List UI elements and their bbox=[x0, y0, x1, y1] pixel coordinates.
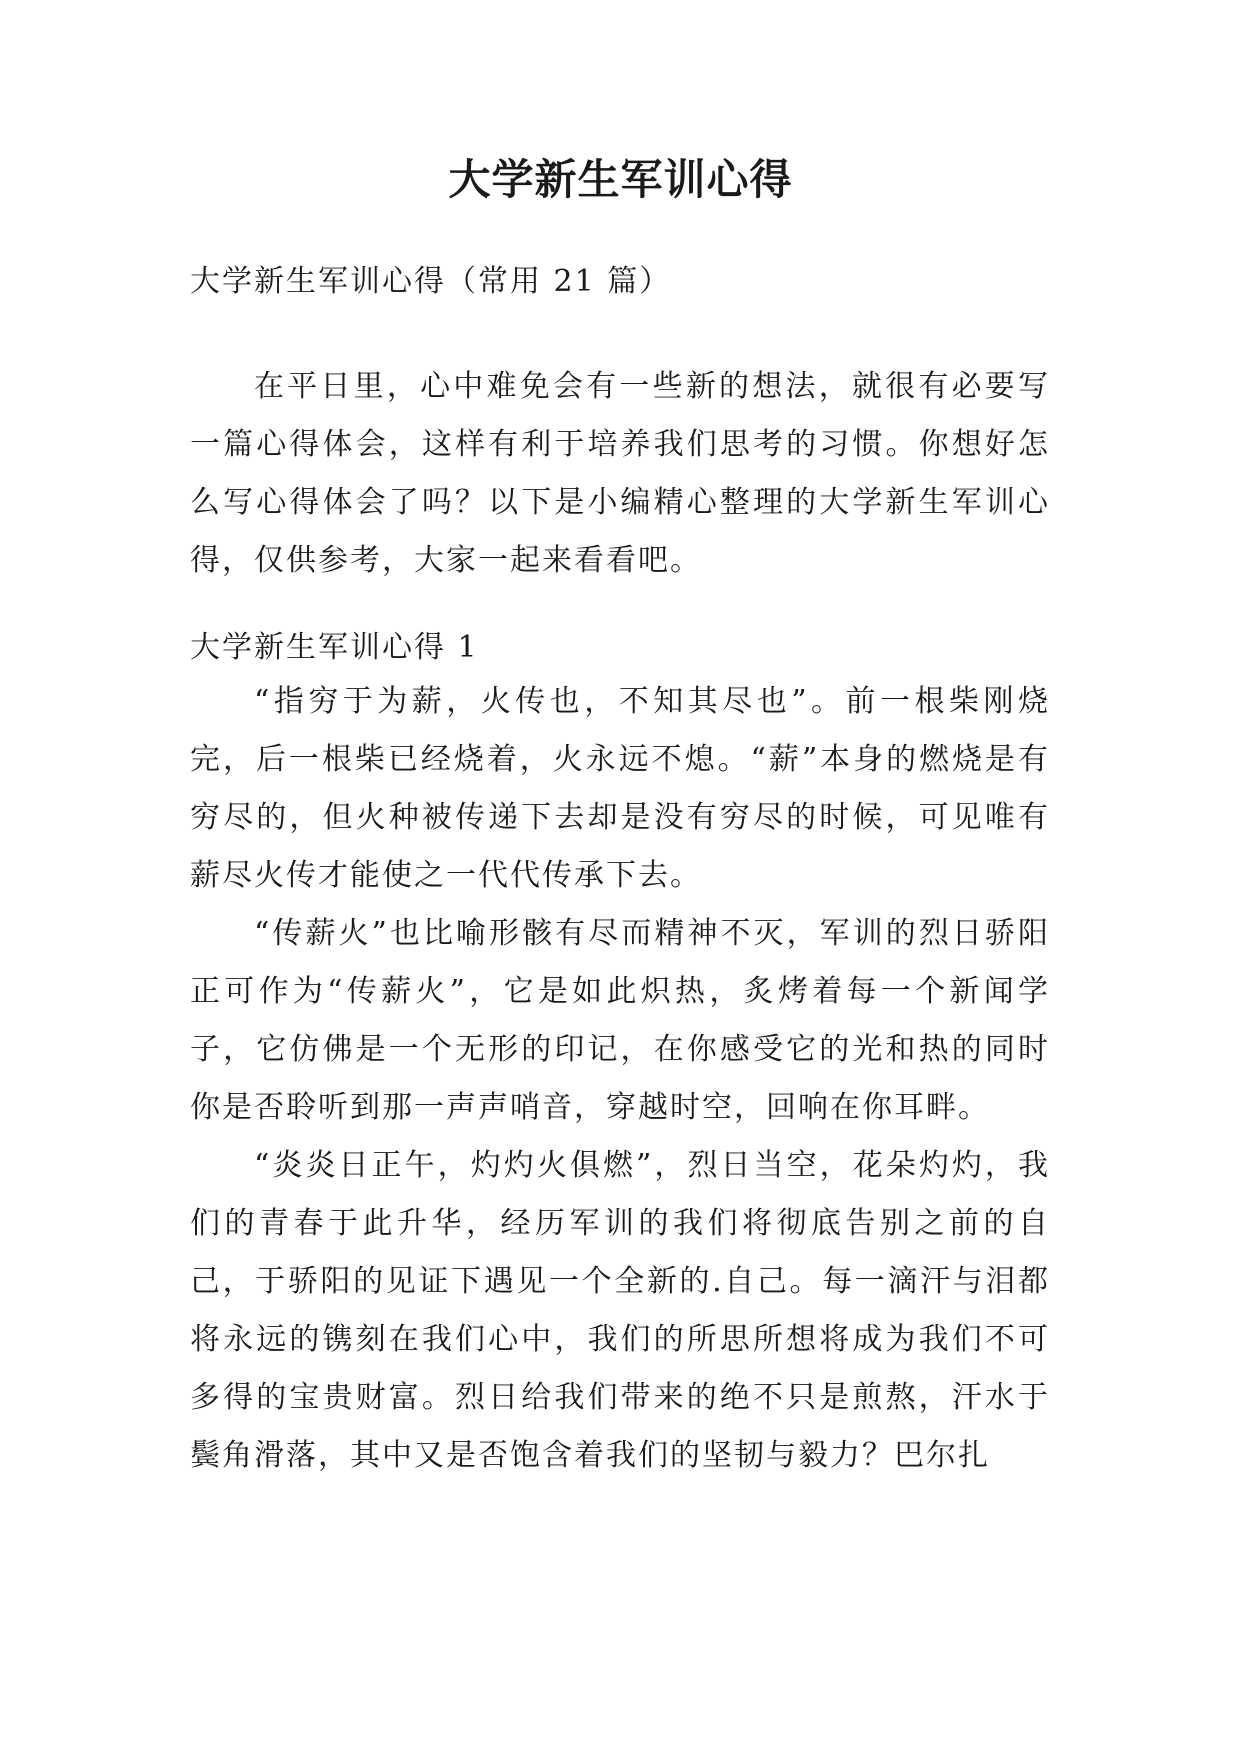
section-heading: 大学新生军训心得 1 bbox=[190, 630, 479, 665]
body-paragraph: “传薪火”也比喻形骸有尽而精神不灭，军训的烈日骄阳正可作为“传薪火”，它是如此炽热，炙烤着每一个新闻学子，它仿佛是一个无形的印记，在你感受它的光和热的同时你是否聆听到那一声声哨音，穿越时空，回响在你耳畔。 bbox=[190, 916, 1050, 1125]
body-paragraph: “炎炎日正午，灼灼火俱燃”，烈日当空，花朵灼灼，我们的青春于此升华，经历军训的我们将彻底告别之前的自己，于骄阳的见证下遇见一个全新的.自己。每一滴汗与泪都将永远的镌刻在我们心中，我们的所思所想将成为我们不可多得的宝贵财富。烈日给我们带来的绝不只是煎熬，汗水于鬓角滑落，其中又是否饱含着我们的坚韧与毅力？巴尔扎 bbox=[190, 1148, 1050, 1473]
body-paragraph: “指穷于为薪，火传也，不知其尽也”。前一根柴刚烧完，后一根柴已经烧着，火永远不熄。“薪”本身的燃烧是有穷尽的，但火种被传递下去却是没有穷尽的时候，可见唯有薪尽火传才能使之一代代传承下去。 bbox=[190, 684, 1050, 893]
document-title: 大学新生军训心得 bbox=[448, 155, 793, 204]
intro-paragraph: 在平日里，心中难免会有一些新的想法，就很有必要写一篇心得体会，这样有利于培养我们思考的习惯。你想好怎么写心得体会了吗？以下是小编精心整理的大学新生军训心得，仅供参考，大家一起来看看吧。 bbox=[190, 369, 1050, 578]
document-subtitle: 大学新生军训心得（常用 21 篇） bbox=[190, 264, 672, 299]
